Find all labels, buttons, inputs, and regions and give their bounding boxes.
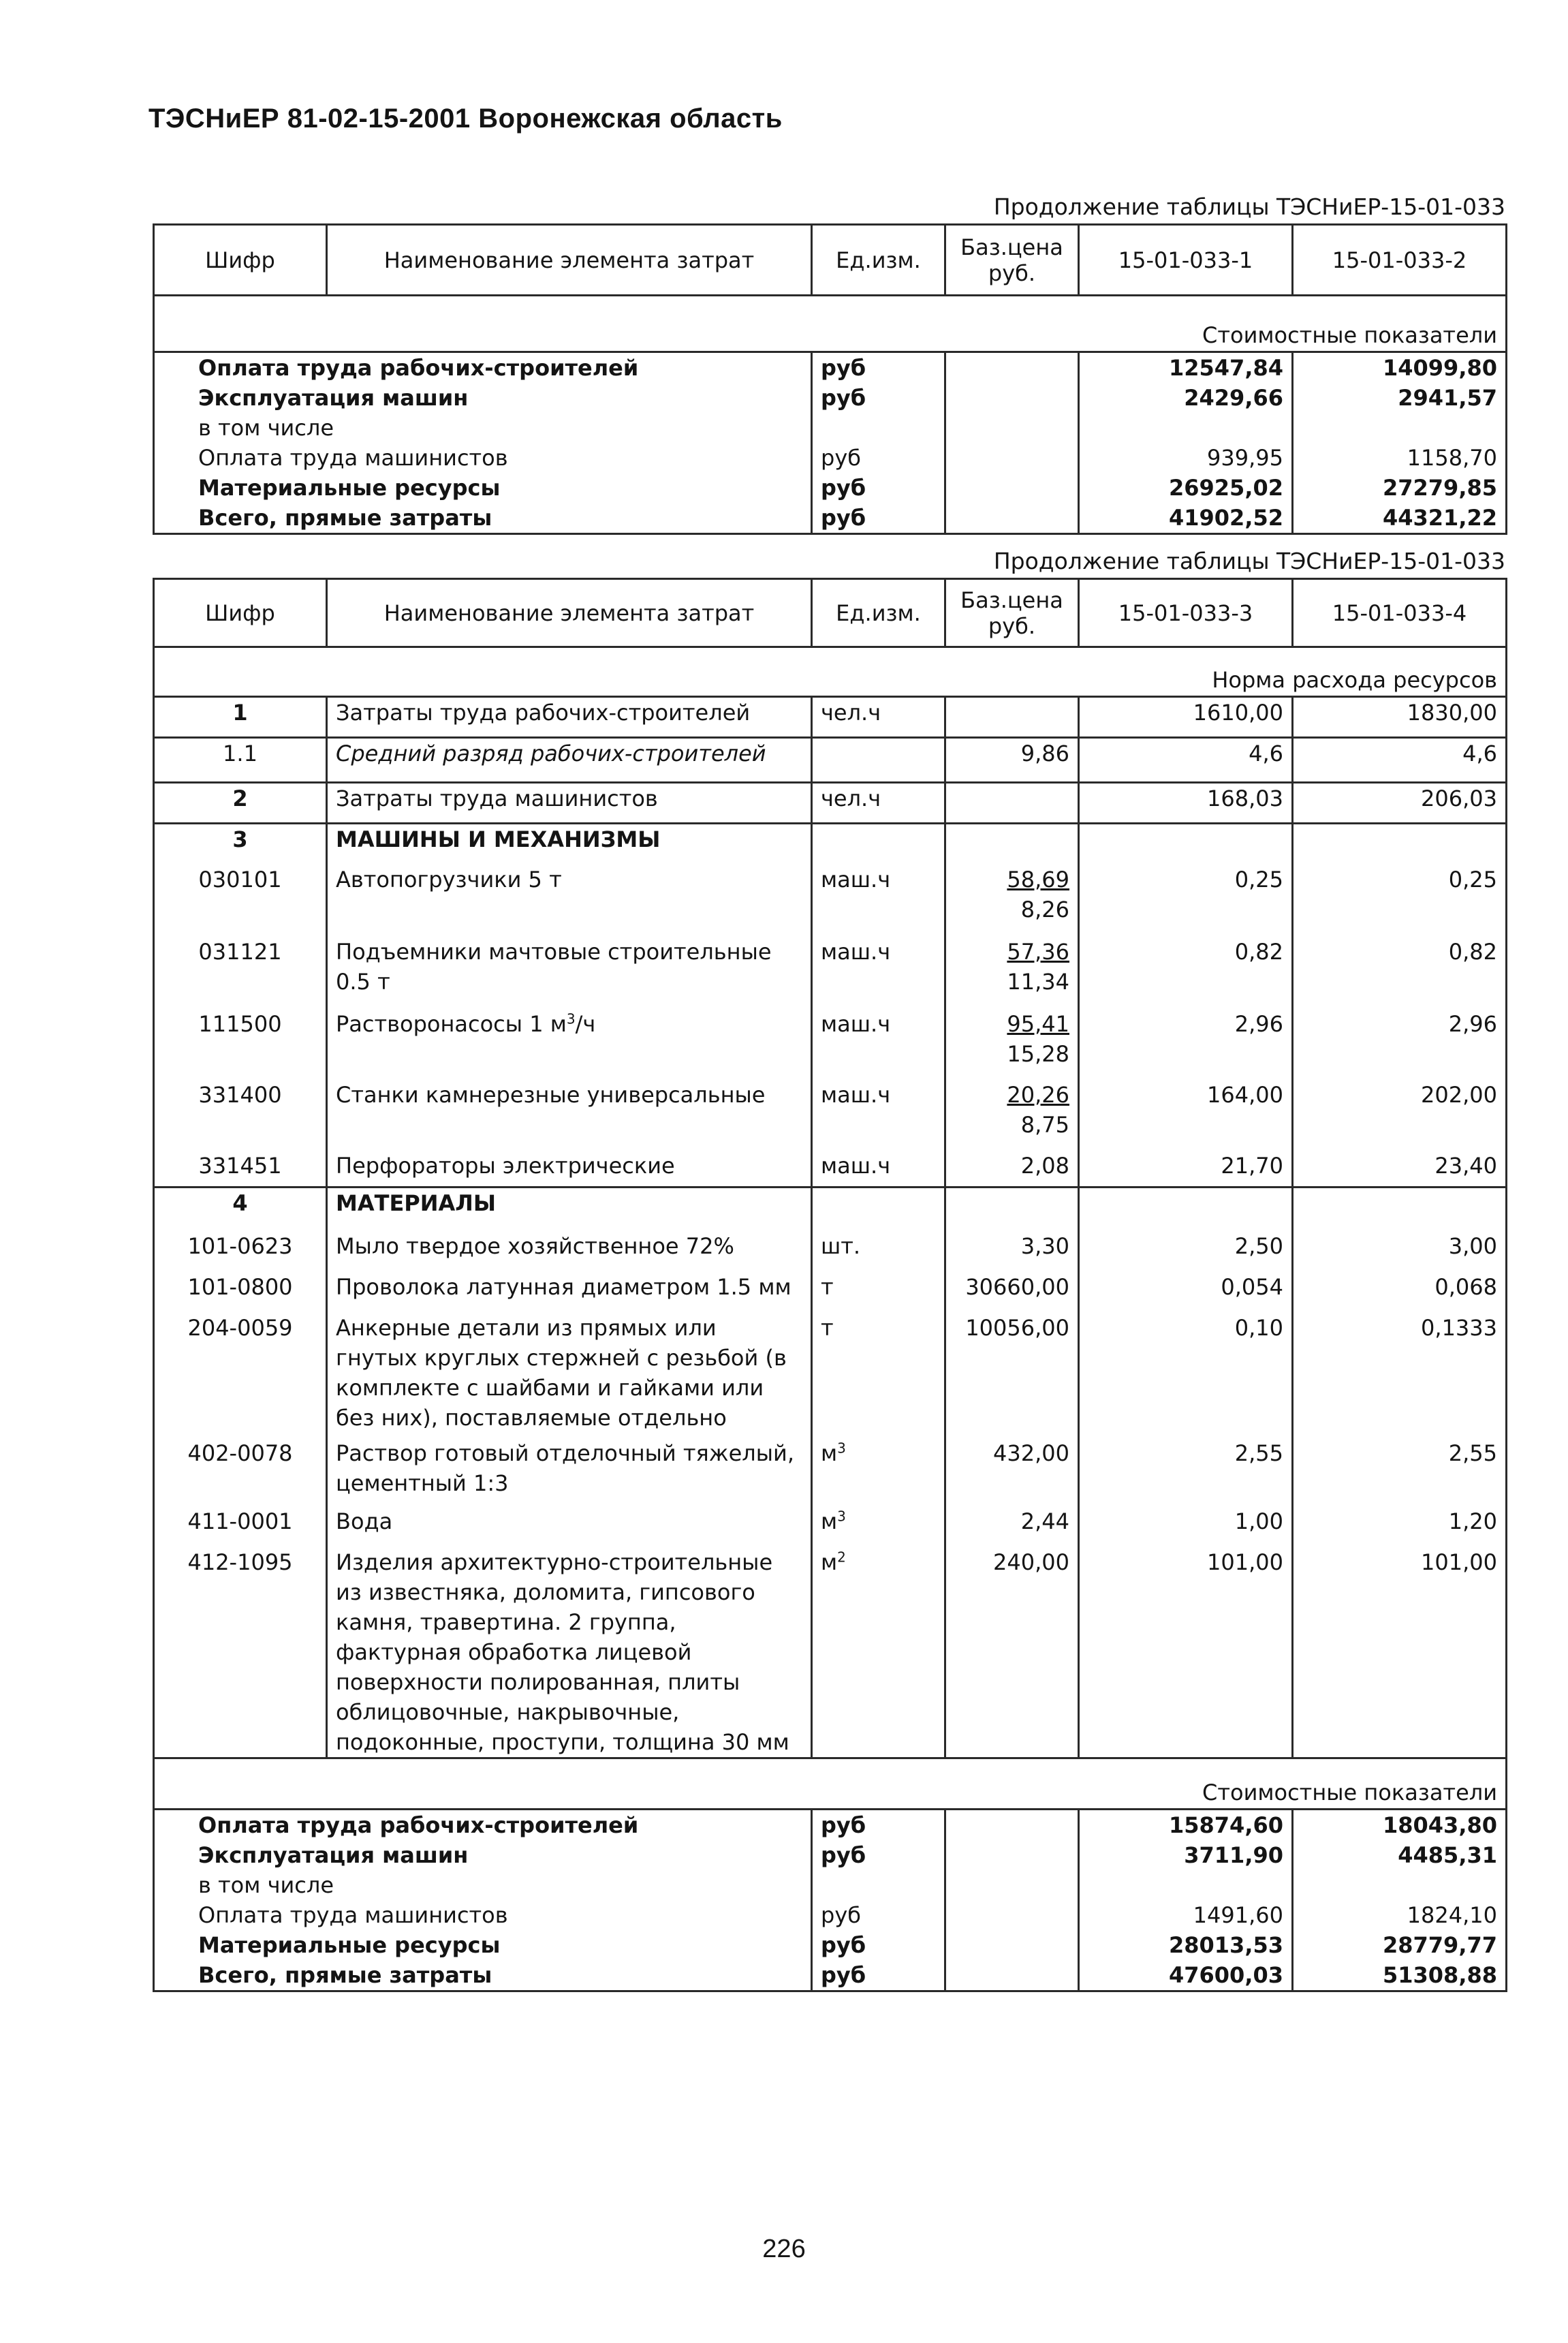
row-price: 3,30 [945,1231,1079,1272]
table2-row [154,1009,1507,1080]
row-value-1: 0,25 [1079,865,1293,937]
row-value-2: 0,068 [1293,1272,1507,1313]
row-name: Оплата труда рабочих-строителей [154,352,812,384]
row-unit: маш.ч [812,1080,945,1151]
table2-row [154,1272,1507,1313]
row-name: Мыло твердое хозяйственное 72% [327,1231,812,1272]
cost-unit: руб [812,1900,945,1930]
row-code: 2 [154,783,327,824]
row-price: 10056,00 [945,1313,1079,1438]
cost-value-2: 28779,77 [1293,1930,1507,1960]
row-unit: $м^3$ [812,1506,945,1547]
table1 [153,223,1507,535]
table1-row [154,352,1507,384]
row-unit: т [812,1313,945,1438]
row-name: Оплата труда машинистов [154,443,812,473]
row-name: Средний разряд рабочих-строителей [327,738,812,783]
row-value-2: 206,03 [1293,783,1507,824]
header-name: Наименование элемента затрат [327,579,812,647]
table2-cost-row [154,1960,1507,1991]
row-price: 432,00 [945,1438,1079,1506]
table1-row [154,383,1507,413]
row-price: 9,86 [945,738,1079,783]
table2-cost-row [154,1930,1507,1960]
table2-cost-row [154,1840,1507,1870]
cost-value-1: 15874,60 [1079,1809,1293,1840]
row-value-2: 101,00 [1293,1547,1507,1758]
table1-row [154,503,1507,534]
row-code: 111500 [154,1009,327,1080]
row-price: 2,08 [945,1151,1079,1188]
row-name: Растворонасосы 1 $м^3/ч$ [327,1009,812,1080]
cost-value-2: 1824,10 [1293,1900,1507,1930]
row-value-2: 2,96 [1293,1009,1507,1080]
row-price-secondary: 11,34 [1007,968,1069,995]
table2-cost-row [154,1870,1507,1900]
document-title: ТЭСНиЕР 81-02-15-2001 Воронежская область [148,104,783,134]
row-price: 2,44 [945,1506,1079,1547]
row-price-secondary: 8,75 [1020,1111,1069,1138]
table2-row [154,1313,1507,1438]
table2-row [154,1080,1507,1151]
table2-header-row [154,579,1507,647]
row-code: 204-0059 [154,1313,327,1438]
cost-value-2: 4485,31 [1293,1840,1507,1870]
row-value-1: 2,55 [1079,1438,1293,1506]
cost-name: в том числе [154,1870,812,1900]
row-value-2: 0,82 [1293,937,1507,1009]
table2-row [154,1231,1507,1272]
row-name: Материальные ресурсы [154,473,812,503]
row-value-1: 12547,84 [1079,352,1293,384]
cost-value-2: 18043,80 [1293,1809,1507,1840]
row-name: Затраты труда рабочих-строителей [327,697,812,738]
row-value-2: 3,00 [1293,1231,1507,1272]
row-value-2: 27279,85 [1293,473,1507,503]
row-code: 3 [154,824,327,865]
header-unit: Ед.изм. [812,225,945,296]
row-unit: руб [812,383,945,413]
cost-name: Всего, прямые затраты [154,1960,812,1991]
row-unit: руб [812,352,945,384]
row-value-2: 1158,70 [1293,443,1507,473]
row-value-2: 1,20 [1293,1506,1507,1547]
cost-value-1: 47600,03 [1079,1960,1293,1991]
cost-unit: руб [812,1960,945,1991]
row-unit: маш.ч [812,865,945,937]
table2-group-row [154,824,1507,865]
cost-unit: руб [812,1809,945,1840]
section-cost-label: Стоимостные показатели [1202,322,1497,348]
header-col2: 15-01-033-4 [1293,579,1507,647]
cost-value-1: 1491,60 [1079,1900,1293,1930]
row-name: Вода [327,1506,812,1547]
table2-group-row [154,1188,1507,1231]
cost-name: Оплата труда машинистов [154,1900,812,1930]
row-price-secondary: 15,28 [1007,1040,1069,1067]
row-unit: шт. [812,1231,945,1272]
row-value-1: 1610,00 [1079,697,1293,738]
row-price [945,783,1079,824]
row-unit: руб [812,443,945,473]
header-col2: 15-01-033-2 [1293,225,1507,296]
row-name: Эксплуатация машин [154,383,812,413]
row-value-1: 21,70 [1079,1151,1293,1188]
cost-unit: руб [812,1840,945,1870]
table2-row [154,937,1507,1009]
row-value-2: 44321,22 [1293,503,1507,534]
row-unit [812,738,945,783]
table2-section-norm-row [154,647,1507,697]
header-col1: 15-01-033-3 [1079,579,1293,647]
row-price: 30660,00 [945,1272,1079,1313]
header-unit: Ед.изм. [812,579,945,647]
row-value-2: 2,55 [1293,1438,1507,1506]
row-code: 101-0800 [154,1272,327,1313]
table2 [153,578,1507,1992]
row-value-1: 0,054 [1079,1272,1293,1313]
row-name: Раствор готовый отделочный тяжелый, цементный 1:3 [327,1438,812,1506]
row-name: Автопогрузчики 5 т [327,865,812,937]
group-title: МАТЕРИАЛЫ [327,1188,812,1231]
row-code: 1 [154,697,327,738]
row-code: 1.1 [154,738,327,783]
row-value-2: 202,00 [1293,1080,1507,1151]
group-title: МАШИНЫ И МЕХАНИЗМЫ [327,824,812,865]
row-code: 331451 [154,1151,327,1188]
row-value-1: 0,10 [1079,1313,1293,1438]
row-value-1: 26925,02 [1079,473,1293,503]
row-name: Анкерные детали из прямых или гнутых круглых стержней с резьбой (в комплекте с шайбами и гайками или без них), поставляемые отдельно [327,1313,812,1438]
row-name: Подъемники мачтовые строительные 0.5 т [327,937,812,1009]
header-price: Баз.цена руб. [945,225,1079,296]
cost-name: Эксплуатация машин [154,1840,812,1870]
table2-row [154,865,1507,937]
table1-row [154,443,1507,473]
row-value-1: 168,03 [1079,783,1293,824]
row-value-1: 0,82 [1079,937,1293,1009]
table2-row [154,697,1507,738]
cost-name: Материальные ресурсы [154,1930,812,1960]
table2-row [154,783,1507,824]
row-value-1: 1,00 [1079,1506,1293,1547]
row-value-1: 2429,66 [1079,383,1293,413]
table2-row [154,1547,1507,1758]
row-code: 402-0078 [154,1438,327,1506]
row-name: Затраты труда машинистов [327,783,812,824]
row-value-1: 101,00 [1079,1547,1293,1758]
table1-row [154,473,1507,503]
row-unit: $м^3$ [812,1438,945,1506]
page-number: 226 [762,2235,806,2263]
row-value-2: 4,6 [1293,738,1507,783]
row-value-2: 0,25 [1293,865,1507,937]
row-unit: т [812,1272,945,1313]
row-value-1: 2,50 [1079,1231,1293,1272]
table2-cost-row [154,1809,1507,1840]
row-value-1: 939,95 [1079,443,1293,473]
header-code: Шифр [154,225,327,296]
row-price: 20,26 [1007,1081,1069,1108]
row-code: 411-0001 [154,1506,327,1547]
header-col1: 15-01-033-1 [1079,225,1293,296]
row-name: Всего, прямые затраты [154,503,812,534]
row-value-2: 23,40 [1293,1151,1507,1188]
row-unit: чел.ч [812,697,945,738]
table2-row [154,738,1507,783]
table1-continuation-caption: Продолжение таблицы ТЭСНиЕР-15-01-033 [993,193,1505,220]
header-code: Шифр [154,579,327,647]
row-code: 031121 [154,937,327,1009]
row-name: Проволока латунная диаметром 1.5 мм [327,1272,812,1313]
header-price: Баз.цена руб. [945,579,1079,647]
cost-unit: руб [812,1930,945,1960]
table1-row [154,413,1507,443]
row-unit: руб [812,473,945,503]
row-code: 4 [154,1188,327,1231]
table2-row [154,1506,1507,1547]
row-value-2: 1830,00 [1293,697,1507,738]
section-cost-label: Стоимостные показатели [1202,1779,1497,1805]
row-code: 030101 [154,865,327,937]
table2-continuation-caption: Продолжение таблицы ТЭСНиЕР-15-01-033 [993,548,1505,574]
row-name: Изделия архитектурно-строительные из известняка, доломита, гипсового камня, травертина. 2 группа, фактурная обработка лицевой поверхности полированная, плиты облицовочные, накрывочные, подоконные, проступи, толщина 30 мм [327,1547,812,1758]
table2-cost-row [154,1900,1507,1930]
table2-row [154,1151,1507,1188]
cost-name: Оплата труда рабочих-строителей [154,1809,812,1840]
section-norm-label: Норма расхода ресурсов [1212,667,1497,693]
row-price: 95,41 [1007,1010,1069,1037]
row-price [945,697,1079,738]
row-value-2: 2941,57 [1293,383,1507,413]
cost-value-1: 28013,53 [1079,1930,1293,1960]
row-unit: маш.ч [812,1009,945,1080]
row-price: 240,00 [945,1547,1079,1758]
row-unit: маш.ч [812,937,945,1009]
row-name: в том числе [154,413,812,443]
cost-value-1: 3711,90 [1079,1840,1293,1870]
row-value-1: 4,6 [1079,738,1293,783]
row-price: 58,69 [1007,866,1069,893]
row-name: Перфораторы электрические [327,1151,812,1188]
row-unit: руб [812,503,945,534]
row-name: Станки камнерезные универсальные [327,1080,812,1151]
header-name: Наименование элемента затрат [327,225,812,296]
row-value-1: 41902,52 [1079,503,1293,534]
row-code: 331400 [154,1080,327,1151]
row-value-1: 2,96 [1079,1009,1293,1080]
row-value-2: 0,1333 [1293,1313,1507,1438]
cost-value-2: 51308,88 [1293,1960,1507,1991]
row-unit: маш.ч [812,1151,945,1188]
row-unit: $м^2$ [812,1547,945,1758]
table2-section-cost-row [154,1758,1507,1809]
table1-section-row [154,296,1507,352]
row-price-secondary: 8,26 [1020,896,1069,922]
row-price: 57,36 [1007,938,1069,965]
row-value-2: 14099,80 [1293,352,1507,384]
table2-row [154,1438,1507,1506]
row-value-1: 164,00 [1079,1080,1293,1151]
row-code: 412-1095 [154,1547,327,1758]
row-unit: чел.ч [812,783,945,824]
row-code: 101-0623 [154,1231,327,1272]
table1-header-row [154,225,1507,296]
